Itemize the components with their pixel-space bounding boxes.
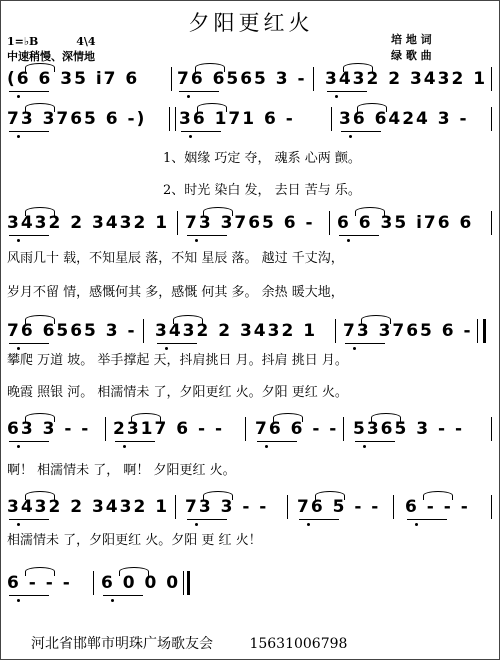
staff-row <box>1 315 500 351</box>
beam-underline <box>355 441 395 442</box>
bar-line <box>335 319 336 343</box>
tempo-marking: 中速稍慢、深情地 <box>7 50 95 63</box>
bar-line <box>331 107 332 131</box>
notation-measure: 63 3 - - <box>7 419 91 439</box>
slur-mark <box>355 207 385 216</box>
repeat-bar <box>483 319 486 343</box>
lyric-line: 攀爬 万道 坡。 举手撑起 天，抖肩挑日 月。抖肩 挑日 月。 <box>7 353 348 368</box>
bar-line <box>491 495 492 519</box>
bar-line <box>171 67 172 91</box>
octave-dot <box>111 599 114 602</box>
beam-underline <box>187 519 227 520</box>
beam-underline <box>9 235 49 236</box>
beam-underline <box>103 595 143 596</box>
beam-underline <box>299 519 339 520</box>
slur-mark <box>361 315 391 324</box>
key-signature <box>7 35 96 48</box>
slur-mark <box>25 567 55 576</box>
final-bar-thin <box>183 571 184 595</box>
slur-mark <box>25 207 55 216</box>
notation-measure: 6 - - - <box>7 573 72 593</box>
slur-mark <box>357 103 387 112</box>
bar-line <box>491 417 492 441</box>
slur-mark <box>423 491 453 500</box>
time-signature: 4\4 <box>76 35 96 48</box>
bar-line <box>287 495 288 519</box>
octave-dot <box>17 599 20 602</box>
bar-line <box>393 495 394 519</box>
beam-underline <box>257 441 297 442</box>
lyric-line: 岁月不留 情，感慨何其 多，感慨 何其 多。 余热 暖大地， <box>7 285 344 300</box>
lyricist-credit: 培 地 词 <box>391 33 432 46</box>
beam-underline <box>9 595 49 596</box>
notation-measure: (6 6 35 i7 6 <box>7 69 140 89</box>
notation-measure: 76 6565 3 - <box>177 69 307 89</box>
octave-dot <box>123 445 126 448</box>
notation-measure: 5365 3 - - <box>353 419 465 439</box>
bar-line <box>105 417 106 441</box>
beam-underline <box>9 131 49 132</box>
notation-measure: 3432 2 3432 1 <box>7 497 170 517</box>
slur-mark <box>315 491 345 500</box>
slur-mark <box>25 413 55 422</box>
lyric-line: 风雨几十 载，不知星辰 落，不知 星辰 落。 越过 千丈沟， <box>7 251 344 266</box>
octave-dot <box>335 95 338 98</box>
slur-mark <box>197 103 227 112</box>
slur-mark <box>371 413 401 422</box>
notation-measure: 6 0 0 0 <box>101 573 181 593</box>
octave-dot <box>17 135 20 138</box>
octave-dot <box>347 239 350 242</box>
beam-underline <box>115 441 155 442</box>
slur-mark <box>25 103 55 112</box>
staff-row <box>1 63 500 99</box>
octave-dot <box>363 445 366 448</box>
slur-mark <box>173 315 203 324</box>
octave-dot <box>195 239 198 242</box>
beam-underline <box>9 519 49 520</box>
notation-measure: 73 3 - - <box>185 497 269 517</box>
bar-line <box>491 107 492 131</box>
lyric-line: 2、时光 染白 发， 去日 苦与 乐。 <box>163 183 361 198</box>
composer-credit: 绿 歌 曲 <box>391 49 432 62</box>
lyric-line: 1、姻缘 巧定 夺， 魂系 心两 颤。 <box>163 151 361 166</box>
lyric-line: 晚霞 照银 河。 相濡情未 了，夕阳更红 火。夕阳 更红 火。 <box>7 385 348 400</box>
bar-line <box>143 319 144 343</box>
notation-measure: 2317 6 - - <box>113 419 225 439</box>
beam-underline <box>327 91 367 92</box>
footer <box>31 633 347 653</box>
octave-dot <box>189 135 192 138</box>
notation-measure: 73 3765 6 - <box>343 321 473 341</box>
slur-mark <box>25 63 55 72</box>
notation-measure: 6 - - - <box>405 497 470 517</box>
footer-phone: 15631006798 <box>249 636 348 652</box>
notation-measure: 73 3765 6 - <box>185 213 315 233</box>
bar-line <box>245 417 246 441</box>
bar-line <box>93 571 94 595</box>
octave-dot <box>187 95 190 98</box>
beam-underline <box>181 131 221 132</box>
octave-dot <box>353 347 356 350</box>
beam-underline <box>157 343 197 344</box>
octave-dot <box>17 95 20 98</box>
beam-underline <box>9 91 49 92</box>
staff-row <box>1 491 500 527</box>
beam-underline <box>9 441 49 442</box>
slur-mark <box>195 63 225 72</box>
notation-measure: 73 3765 6 -) <box>7 109 147 129</box>
key-text: 1=♭B <box>7 35 39 48</box>
song-title: 夕阳更红火 <box>188 11 314 35</box>
notation-measure: 36 6424 3 - <box>339 109 469 129</box>
beam-underline <box>339 235 379 236</box>
slur-mark <box>25 491 55 500</box>
beam-underline <box>179 91 219 92</box>
lyric-line: 相濡情未 了，夕阳更红 火。夕阳 更 红 火！ <box>7 533 262 548</box>
notation-measure: 76 6 - - <box>255 419 339 439</box>
slur-mark <box>203 207 233 216</box>
bar-line <box>491 211 492 235</box>
notation-measure: 76 5 - - <box>297 497 381 517</box>
staff-row <box>1 413 500 449</box>
notation-measure: 3432 2 3432 1 <box>325 69 488 89</box>
notation-measure: 36 171 6 - <box>179 109 295 129</box>
beam-underline <box>407 519 447 520</box>
bar-line <box>175 107 176 131</box>
beam-underline <box>187 235 227 236</box>
bar-line <box>329 211 330 235</box>
footer-org: 河北省邯郸市明珠广场歌友会 <box>31 636 213 652</box>
octave-dot <box>17 239 20 242</box>
notation-measure: 3432 2 3432 1 <box>7 213 170 233</box>
octave-dot <box>349 135 352 138</box>
notation-measure: 3432 2 3432 1 <box>155 321 318 341</box>
slur-mark <box>343 63 373 72</box>
lyric-line: 啊！ 相濡情未 了， 啊！ 夕阳更红 火。 <box>7 463 236 478</box>
octave-dot <box>17 445 20 448</box>
octave-dot <box>415 523 418 526</box>
staff-row <box>1 207 500 243</box>
octave-dot <box>195 523 198 526</box>
octave-dot <box>307 523 310 526</box>
final-bar-thick <box>187 571 190 595</box>
bar-line <box>491 67 492 91</box>
octave-dot <box>265 445 268 448</box>
bar-line <box>477 319 478 343</box>
notation-measure: 76 6565 3 - <box>7 321 137 341</box>
beam-underline <box>9 343 49 344</box>
beam-underline <box>345 343 385 344</box>
slur-mark <box>131 413 161 422</box>
slur-mark <box>119 567 149 576</box>
bar-line <box>313 67 314 91</box>
beam-underline <box>341 131 381 132</box>
staff-row <box>1 567 500 603</box>
slur-mark <box>203 491 233 500</box>
bar-line <box>343 417 344 441</box>
octave-dot <box>17 523 20 526</box>
bar-line <box>175 495 176 519</box>
staff-row <box>1 103 500 139</box>
bar-line <box>169 107 170 131</box>
notation-measure: 6 6 35 i76 6 <box>337 213 474 233</box>
bar-line <box>177 211 178 235</box>
slur-mark <box>273 413 303 422</box>
slur-mark <box>25 315 55 324</box>
